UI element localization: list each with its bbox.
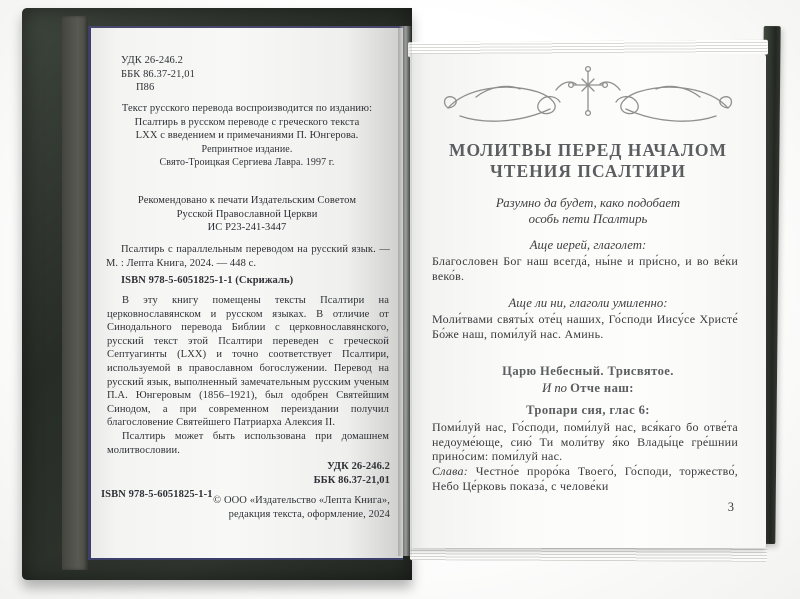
source-edition-note — [91, 102, 403, 170]
slava-label: Слава: — [432, 464, 469, 478]
annotation-paragraph: Псалтирь может быть использована при домашнем молитвословии. — [107, 430, 389, 456]
annotation-paragraph: В эту книгу помещены тексты Псалтири на церковнославянском и русском языках. В отличие от Синодального перевода Библии с церковнославянского, русский текст этой Псалтири переведен с греческой Септуагинты (LXX) и точно соответствует Псалтири, используемой в православном богослужении. Перевод на русский язык, выполненный замечательным русским ученым П.А. Юнгеровым (1856–1921), был одобрен Святейшим Синодом, а при современном переиздании получил благословение Святейшего Патриарха Алексия II. — [107, 295, 389, 429]
page-title — [410, 140, 766, 182]
rubric-priest: Аще иерей, глаголет: — [529, 238, 647, 252]
page-title-line: ЧТЕНИЯ ПСАЛТИРИ — [489, 161, 687, 181]
annotation-block — [107, 294, 389, 457]
udk-bbk-block — [121, 54, 195, 95]
church-approval-note — [91, 194, 403, 235]
prayer-blessing: Благословен Бог наш всегда́, ны́не и при́сно, и во ве́ки веко́в. — [432, 254, 738, 283]
approval-line: Русской Православной Церкви — [176, 208, 318, 220]
rubric-layman: Аще ли ни, глаголи умиленно: — [508, 296, 668, 310]
heading-our-father — [410, 381, 766, 396]
approval-line: Рекомендовано к печати Издательским Советом — [137, 195, 357, 206]
page-subtitle — [410, 195, 766, 227]
left-page — [88, 26, 403, 560]
troparion-glory — [432, 464, 738, 493]
source-line: LXX с введением и примечаниями П. Юнгерова. — [135, 130, 359, 142]
source-line: Текст русского перевода воспроизводится по изданию: — [121, 103, 373, 114]
troparion-have-mercy: Поми́луй нас, Го́споди, поми́луй нас, вся́каго бо отве́та недоуме́юще, сию́ Ти моли́тву я́ко Влады́це гре́шнии прино́сим: поми́луй нас. — [432, 420, 738, 464]
heading-heavenly-king: Царю Небесный. Трисвятое. — [502, 364, 674, 378]
source-line: Псалтирь в русском переводе с греческого текста — [134, 116, 360, 128]
flourish-left-icon — [445, 82, 576, 121]
subtitle-line: особь пети Псалтирь — [528, 212, 648, 226]
bbk-line: ББК 86.37-21,01 — [313, 474, 390, 486]
page-number: 3 — [727, 500, 734, 514]
isbn-bottom-line: ISBN 978-5-6051825-1-1 — [101, 489, 213, 500]
flourish-right-icon — [600, 82, 731, 121]
author-sign-line: П86 — [136, 82, 155, 94]
heading-troparia: Тропари сия, глас 6: — [526, 403, 650, 417]
copyright-block — [213, 494, 390, 521]
right-page — [410, 54, 766, 548]
header-ornament — [410, 64, 766, 135]
our-father-prefix: И по — [542, 381, 567, 395]
isbn-line: ISBN 978-5-6051825-1-1 (Скрижаль) — [121, 275, 294, 286]
source-line: Свято-Троицкая Сергиева Лавра. 1997 г. — [159, 157, 335, 169]
bbk-line: ББК 86.37-21,01 — [121, 68, 195, 80]
troparion-glory-text: Честно́е проро́ка Твоего́, Го́споди, торжество́, Небо Це́рковь показа́, с челове́ки — [432, 464, 738, 493]
subtitle-line: Разумно да будет, како подобает — [495, 196, 681, 210]
bibliographic-entry: Псалтирь с параллельным переводом на русский язык. — М. : Лепта Книга, 2024. — 448 с. — [106, 244, 390, 269]
copyright-line: редакция текста, оформление, 2024 — [228, 508, 390, 520]
udk-line: УДК 26-246.2 — [327, 461, 390, 472]
udk-line: УДК 26-246.2 — [121, 55, 183, 66]
book-cover-turnin-edge — [62, 16, 88, 570]
udk-bbk-bottom-block — [314, 460, 390, 487]
copyright-line: © ООО «Издательство «Лепта Книга», — [213, 495, 390, 506]
page-title-line: МОЛИТВЫ ПЕРЕД НАЧАЛОМ — [448, 140, 728, 160]
prayer-by-the-prayers: Моли́твами святы́х оте́ц наших, Го́споди Иису́се Христе́ Бо́же наш, поми́луй нас. Аминь. — [432, 312, 738, 341]
book-spine-gutter — [398, 26, 412, 556]
source-line: Репринтное издание. — [201, 143, 293, 155]
approval-line: ИС Р23-241-3447 — [207, 222, 287, 234]
our-father-label: Отче наш: — [570, 381, 634, 395]
flourish-cross-icon — [438, 64, 738, 130]
orthodox-cross-icon — [569, 67, 608, 116]
